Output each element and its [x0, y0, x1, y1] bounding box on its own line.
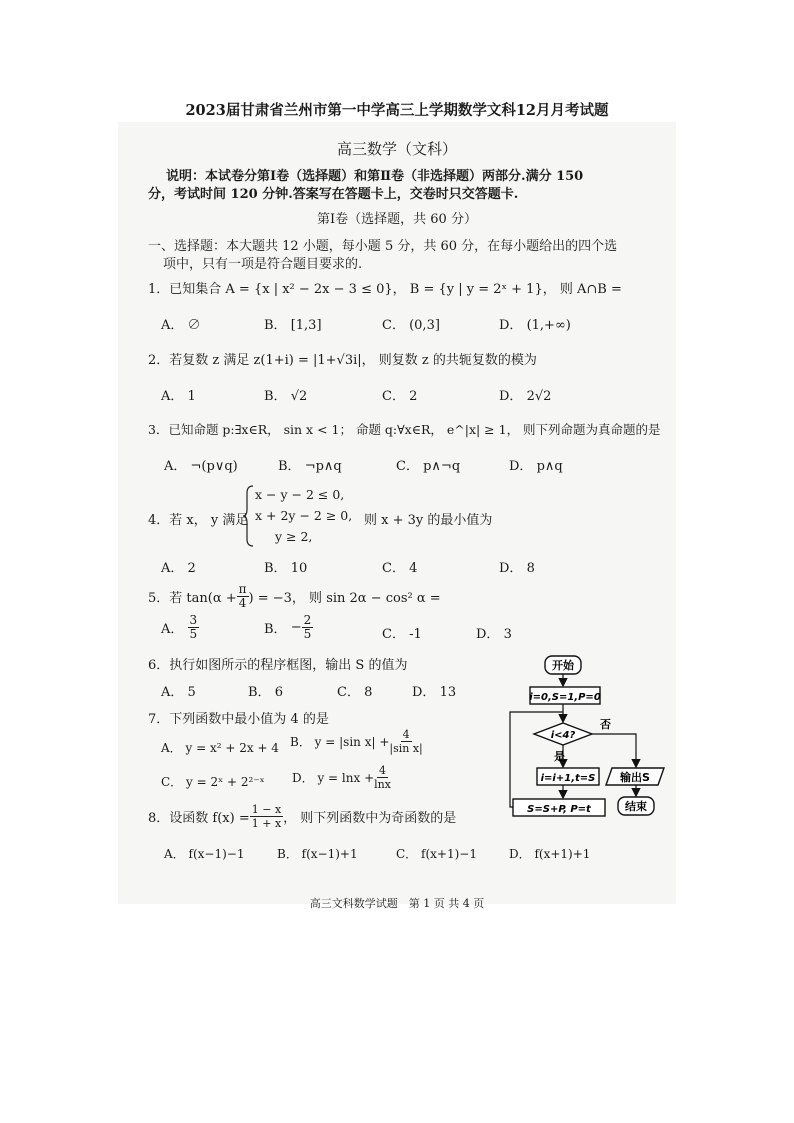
question-number: 5．: [148, 591, 170, 606]
question-number: 7．: [148, 712, 170, 727]
fraction-f: $\frac{1 - x}{1 + x}$: [251, 803, 282, 830]
page-footer: 高三文科数学试题 第 1 页 共 4 页: [309, 897, 485, 910]
question-number: 4．: [148, 513, 170, 528]
question-stem: 执行如图所示的程序框图，输出 S 的值为: [169, 658, 408, 673]
option-a[interactable]: A． f(x−1)−1: [164, 847, 245, 861]
question-stem-pre: 若 x， y 满足: [169, 513, 249, 528]
constraint-1: x − y − 2 ≤ 0,: [255, 487, 345, 502]
question-stem: 已知集合 A = {x | x² − 2x − 3 ≤ 0}， B = {y | y = 2ˣ + 1}， 则 A∩B =: [169, 282, 622, 297]
question-stem-post: ， 则下列函数中为奇函数的是: [283, 811, 457, 826]
option-a[interactable]: A． ¬(p∨q): [164, 459, 238, 474]
option-c[interactable]: C． 8: [337, 685, 373, 700]
system-brace: [243, 485, 255, 547]
flow-decision-text: i<4?: [550, 730, 576, 741]
flow-no-label: 否: [600, 718, 611, 731]
question-6: [148, 654, 407, 673]
question-4-tail: 则 x + 3y 的最小值为: [364, 513, 493, 528]
flow-update1-text: i=i+1,t=S: [540, 773, 596, 784]
question-stem-post: ) = −3， 则 sin 2α − cos² α =: [248, 591, 441, 606]
option-b[interactable]: B． √2: [264, 389, 308, 404]
option-a[interactable]: A． ∅: [161, 318, 201, 333]
option-c[interactable]: C． -1: [382, 627, 422, 642]
question-number: 8．: [148, 811, 170, 826]
option-d[interactable]: D． 13: [412, 685, 457, 700]
flow-start-text: 开始: [552, 659, 574, 672]
option-d[interactable]: D． y = lnx + $\frac{4}{\ln x}$: [292, 764, 391, 791]
exam-subtitle: 高三数学（文科）: [336, 140, 457, 158]
constraint-3: y ≥ 2,: [275, 529, 313, 544]
option-b[interactable]: B． − $\frac{2}{5}$: [264, 613, 312, 641]
question-stem: 下列函数中最小值为 4 的是: [169, 712, 329, 727]
question-3: [148, 420, 661, 438]
option-c[interactable]: C． 4: [382, 561, 418, 576]
flow-init-text: i=0,S=1,P=0: [529, 692, 601, 703]
document-title: 2023届甘肃省兰州市第一中学高三上学期数学文科12月月考试题: [185, 102, 609, 119]
question-4: [148, 509, 248, 528]
question-stem-pre: 设函数 f(x) =: [169, 811, 250, 826]
question-5: [148, 583, 441, 610]
option-d[interactable]: D． 8: [499, 561, 535, 576]
question-2: [148, 349, 537, 368]
question-number: 3．: [148, 422, 169, 437]
option-c[interactable]: C． 2: [382, 389, 418, 404]
flow-output-text: 输出S: [620, 771, 650, 784]
program-flowchart: [500, 652, 680, 824]
instructions-line-2: 分，考试时间 120 分钟.答案写在答题卡上，交卷时只交答题卡.: [148, 187, 519, 202]
option-d[interactable]: D． 3: [476, 627, 512, 642]
part1-title: 第Ⅰ卷（选择题，共 60 分）: [317, 212, 477, 227]
option-c[interactable]: C． p∧¬q: [396, 459, 461, 474]
question-stem: 若复数 z 满足 z(1+i) = |1+√3i|， 则复数 z 的共轭复数的模为: [169, 353, 537, 368]
instructions-line-1: 说明：本试卷分第Ⅰ卷（选择题）和第Ⅱ卷（非选择题）两部分.满分 150: [166, 169, 584, 184]
option-b[interactable]: B． 10: [264, 561, 308, 576]
option-d[interactable]: D． (1,+∞): [499, 318, 571, 333]
flow-end-text: 结束: [625, 800, 647, 813]
option-c[interactable]: C． y = 2ˣ + 2²⁻ˣ: [161, 775, 265, 789]
option-a[interactable]: A． 2: [161, 561, 196, 576]
option-c[interactable]: C． f(x+1)−1: [396, 847, 477, 861]
option-b[interactable]: B． f(x−1)+1: [277, 847, 358, 861]
section1-line-1: 一、选择题：本大题共 12 小题，每小题 5 分，共 60 分，在每小题给出的四个选: [148, 239, 618, 254]
question-number: 1．: [148, 282, 170, 297]
option-a[interactable]: A． y = x² + 2x + 4: [161, 741, 279, 755]
option-b[interactable]: B． ¬p∧q: [278, 459, 342, 474]
question-7: [148, 708, 329, 727]
option-a[interactable]: A． $\frac{3}{5}$: [161, 613, 198, 641]
option-a[interactable]: A． 5: [161, 685, 196, 700]
constraint-2: x + 2y − 2 ≥ 0,: [255, 508, 353, 523]
question-stem-pre: 若 tan(α +: [169, 591, 237, 606]
question-number: 2．: [148, 353, 170, 368]
option-b[interactable]: B． 6: [248, 685, 283, 700]
option-b[interactable]: B． [1,3]: [264, 318, 322, 333]
constraint-system: [255, 484, 352, 547]
question-8: [148, 803, 456, 830]
fraction-pi-over-4: $\frac{\pi}{4}$: [238, 582, 247, 610]
option-d[interactable]: D． f(x+1)+1: [509, 847, 591, 861]
section1-line-2: 项中，只有一项是符合题目要求的.: [163, 257, 363, 272]
option-c[interactable]: C． (0,3]: [382, 318, 440, 333]
question-stem: 已知命题 p:∃x∈R， sin x < 1； 命题 q:∀x∈R， e^|x| ≥ 1， 则下列命题为真命题的是: [168, 422, 661, 437]
question-1: [148, 278, 622, 297]
option-d[interactable]: D． p∧q: [509, 459, 563, 474]
option-b[interactable]: B． y = |sin x| + $\frac{4}{\text{|sin x|}}$: [290, 728, 423, 755]
flow-yes-label: 是: [554, 750, 565, 763]
option-d[interactable]: D． 2√2: [499, 389, 552, 404]
option-a[interactable]: A． 1: [161, 389, 196, 404]
flow-update2-text: S=S+P, P=t: [527, 804, 591, 815]
question-number: 6．: [148, 658, 170, 673]
